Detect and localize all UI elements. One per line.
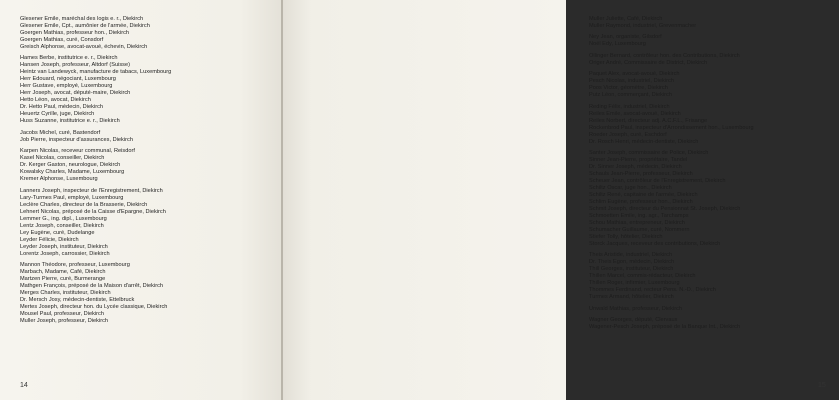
list-item: Storck Jacques, receveur des contributions, Diekirch (589, 240, 721, 247)
list-item: Hansen Joseph, professeur, Altdorf (Suisse) (20, 62, 130, 69)
list-item: Wagener-Pesch Joseph, préposé de la Banque Int., Diekirch (589, 324, 741, 331)
left-page-number: 14 (20, 382, 28, 389)
list-item: Kremer Alphonse, Luxembourg (20, 176, 98, 183)
list-item: Scheuer Jean, contrôleur de l'Enregistrement, Diekirch (589, 177, 726, 184)
left-name-list (20, 16, 272, 329)
list-item: Theis Aristide, industriel, Diekirch (589, 252, 673, 259)
list-item: Poos Victor, géomètre, Diekirch (589, 85, 668, 92)
list-item: Thillen Roger, infirmier, Luxembourg (589, 280, 680, 287)
list-item: Ney Jean, organiste, Gilsdorf (589, 34, 662, 41)
list-item: Thill Georges, instituteur, Diekirch (589, 266, 674, 273)
list-item: Karpen Nicolas, receveur communal, Reisdorf (20, 148, 135, 155)
list-item: Noël Edy, Luxembourg (589, 41, 646, 48)
name-group (20, 148, 272, 183)
list-item: Reiles Emile, avocat-avoué, Diekirch (589, 110, 681, 117)
list-item: Unwald Mathias, professeur, Diekirch (589, 305, 683, 312)
list-item: Dr. Hetto Paul, médecin, Diekirch (20, 104, 104, 111)
name-group (20, 262, 272, 325)
list-item: Mousel Paul, professeur, Diekirch (20, 310, 104, 317)
name-group (589, 150, 839, 248)
list-item: Marbach, Madame, Café, Diekirch (20, 268, 106, 275)
list-item: Schiltz René, capitaine de l'armée, Diekirch (589, 191, 698, 198)
list-item: Paquet Alex, avocat-avoué, Diekirch (589, 71, 680, 78)
list-item: Sinner Jean-Pierre, propriétaire, Tandel (589, 156, 688, 163)
list-item: Muller Raymond, industriel, Grevenmacher (589, 23, 697, 29)
name-group (589, 317, 839, 331)
list-item: Huss Suzanne, institutrice e. r., Diekirch (20, 118, 120, 125)
list-item: Lentz Joseph, conseiller, Diekirch (20, 222, 104, 229)
name-group (589, 16, 839, 30)
list-item: Jacobs Michel, curé, Bastendorf (20, 129, 101, 136)
list-item: Mertes Joseph, directeur hon. du Lycée classique, Diekirch (20, 303, 168, 310)
list-item: Lanners Joseph, inspecteur de l'Enregistrement, Diekirch (20, 187, 163, 194)
list-item: Muller Joseph, professeur, Diekirch (20, 317, 109, 324)
list-item: Merges Charles, instituteur, Diekirch (20, 289, 111, 296)
list-item: Heintz van Landewyck, manufacture de tabacs, Luxembourg (20, 69, 172, 76)
list-item: Dr. Mersch Josy, médecin-dentiste, Ettelbruck (20, 296, 135, 303)
list-item: Reiles Norbert, directeur adj. A.C.F.L., Frisange (589, 117, 708, 124)
right-page (283, 0, 826, 400)
list-item: Santer Joseph, commissaire de Police, Diekirch (589, 149, 709, 156)
list-item: Schauls Jean-Pierre, professeur, Diekirch (589, 170, 693, 177)
list-item: Rockenbrod Paul, inspecteur d'Arrondissement hon., Luxembourg (589, 124, 754, 131)
name-group (589, 53, 839, 67)
list-item: Turmes Armand, hôtelier, Diekirch (589, 294, 674, 301)
name-group (20, 188, 272, 258)
list-item: Muller Juliette, Café, Diekirch (589, 16, 663, 22)
list-item: Leclère Charles, directeur de la Brasserie, Diekirch (20, 201, 148, 208)
list-item: Hetto Léon, avocat, Diekirch (20, 97, 91, 104)
right-name-list (589, 16, 839, 336)
list-item: Leyder Félicie, Diekirch (20, 236, 79, 243)
list-item: Herr Joseph, avocat, député-maire, Diekirch (20, 90, 131, 97)
name-group (589, 71, 839, 99)
list-item: Lary-Turmes Paul, employé, Luxembourg (20, 194, 124, 201)
list-item: Schlim Eugène, professeur hon., Diekirch (589, 198, 693, 205)
list-item: Glesener Emile, Cpt., aumônier de l'armée, Diekirch (20, 23, 150, 29)
list-item: Roeder Joseph, curé, Eschdorf (589, 131, 667, 138)
list-item: Ley Eugène, curé, Dudelange (20, 229, 95, 236)
right-page-number: 15 (818, 382, 826, 389)
name-group (20, 130, 272, 144)
list-item: Hames Berbe, institutrice e. r., Diekirch (20, 55, 118, 62)
list-item: Origer André, Commissaire de District, Diekirch (589, 59, 708, 66)
name-group (589, 252, 839, 301)
list-item: Goergen Mathias, professeur hon., Diekirch (20, 30, 130, 36)
list-item: Schmit Joseph, directeur du Pensionnat St. Joseph, Diekirch (589, 205, 741, 212)
name-group (20, 16, 272, 51)
list-item: Heuertz Cyrille, juge, Diekirch (20, 111, 95, 118)
list-item: Greisch Alphonse, avocat-avoué, échevin, Diekirch (20, 44, 148, 50)
list-item: Goergen Mathias, curé, Consdorf (20, 37, 104, 43)
list-item: Thillen Marcel, commis-rédacteur, Diekirch (589, 273, 696, 280)
list-item: Schumacher Guillaume, curé, Nommern (589, 226, 690, 233)
list-item: Putz Léon, commerçant, Diekirch (589, 92, 673, 99)
list-item: Dr. Theis Egon, médecin, Diekirch (589, 259, 675, 266)
name-group (589, 104, 839, 146)
list-item: Kowalsky Charles, Madame, Luxembourg (20, 169, 125, 176)
list-item: Schou Mathias, entrepreneur, Diekirch (589, 219, 685, 226)
list-item: Job Pierre, inspecteur d'assurances, Diekirch (20, 136, 133, 143)
list-item: Stiefer Tolly, hôtelier, Diekirch (589, 233, 663, 240)
list-item: Schmoetten Emile, ing. agr., Tarchamps (589, 212, 689, 219)
list-item: Dr. Rosch Henri, médecin-dentiste, Diekirch (589, 138, 699, 145)
list-item: Mannon Théodore, professeur, Luxembourg (20, 261, 130, 268)
list-item: Dr. Kerger Gaston, neurologue, Diekirch (20, 162, 121, 169)
list-item: Lemmer G., ing. dipl., Luxembourg (20, 215, 107, 222)
list-item: Herr Edouard, négociant, Luxembourg (20, 76, 116, 83)
list-item: Ollinger Bernard, contrôleur hon. des Contributions, Diekirch (589, 52, 740, 59)
list-item: Pesch Nicolas, industriel, Diekirch (589, 78, 674, 85)
list-item: Glesener Emile, maréchal des logis e. r., Diekirch (20, 16, 144, 22)
name-group (20, 55, 272, 125)
list-item: Dr. Sinner Joseph, médecin, Diekirch (589, 163, 682, 170)
list-item: Lorentz Joseph, carrossier, Diekirch (20, 250, 110, 257)
left-page (0, 0, 282, 400)
list-item: Leyder Joseph, instituteur, Diekirch (20, 243, 108, 250)
list-item: Wagner Georges, député, Clervaux (589, 317, 678, 324)
name-group (589, 306, 839, 313)
list-item: Herr Gustave, employé, Luxembourg (20, 83, 113, 90)
list-item: Schiltz Oscar, juge hon., Diekirch (589, 184, 672, 191)
list-item: Reding Félix, industriel, Diekirch (589, 103, 670, 110)
list-item: Thommes Ferdinand, recteur Pens. N.-D., Diekirch (589, 287, 716, 294)
name-group (589, 34, 839, 48)
list-item: Kasel Nicolas, conseiller, Diekirch (20, 155, 105, 162)
list-item: Martzen Pierre, curé, Burmerange (20, 275, 106, 282)
list-item: Mathgen François, préposé de la Maison d'arrêt, Diekirch (20, 282, 164, 289)
list-item: Lehnert Nicolas, préposé de la Caisse d'Epargne, Diekirch (20, 208, 166, 215)
